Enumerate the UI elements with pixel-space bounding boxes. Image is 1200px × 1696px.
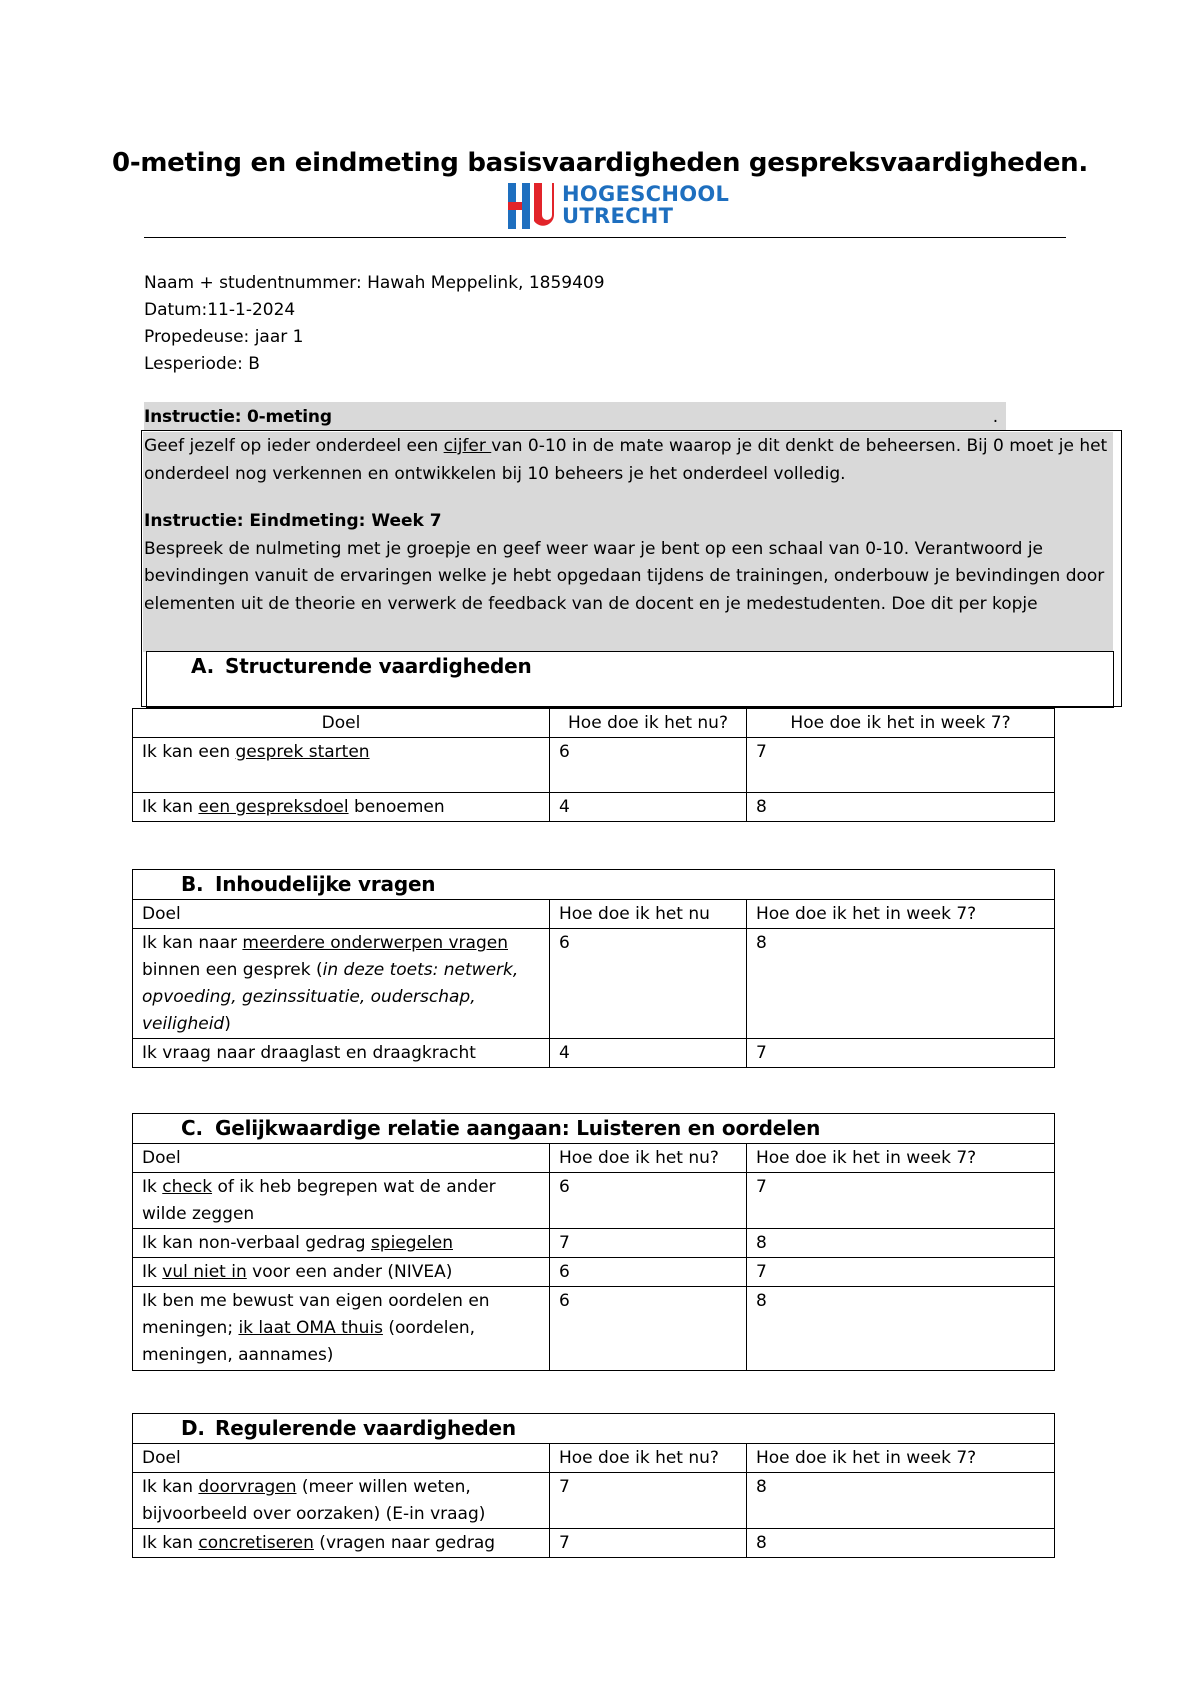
goal-cell: Ik vraag naar draaglast en draagkracht <box>133 1039 550 1068</box>
header-doel: Doel <box>133 1444 550 1473</box>
section-b-title: Inhoudelijke vragen <box>215 872 436 896</box>
score-week7: 8 <box>747 1473 1055 1529</box>
goal-cell: Ik kan een gespreksdoel benoemen <box>133 793 550 822</box>
section-b-table <box>132 869 1055 1068</box>
logo-line2: UTRECHT <box>562 204 674 228</box>
header-nu: Hoe doe ik het nu? <box>550 709 747 738</box>
logo-text <box>562 183 729 227</box>
lesperiode: Lesperiode: B <box>144 354 260 374</box>
score-week7: 7 <box>747 1039 1055 1068</box>
title-divider <box>144 237 1066 238</box>
section-a-letter: A. <box>191 654 215 678</box>
section-c-letter: C. <box>181 1116 203 1140</box>
goal-cell: Ik kan naar meerdere onderwerpen vragen binnen een gesprek (in deze toets: netwerk, opvoeding, gezinssituatie, ouderschap, veiligheid) <box>133 929 550 1039</box>
table-header-row <box>133 1444 1055 1473</box>
instruction-paragraph-2: Bespreek de nulmeting met je groepje en geef weer waar je bent op een schaal van 0-10. Verantwoord je bevindingen vanuit de ervaringen welke je hebt opgedaan tijdens de trainingen, onderbouw je bevindingen door elementen uit de theorie en verwerk de feedback van de docent en je medestudenten. Doe dit per kopje <box>144 538 1105 614</box>
goal-cell: Ik ben me bewust van eigen oordelen en meningen; ik laat OMA thuis (oordelen, meningen, aannames) <box>133 1287 550 1371</box>
goal-cell: Ik vul niet in voor een ander (NIVEA) <box>133 1258 550 1287</box>
table-row <box>133 1258 1055 1287</box>
table-header-row <box>133 900 1055 929</box>
section-d-table <box>132 1413 1055 1558</box>
header-nu: Hoe doe ik het nu? <box>550 1444 747 1473</box>
score-week7: 7 <box>747 1173 1055 1229</box>
goal-cell: Ik kan non-verbaal gedrag spiegelen <box>133 1229 550 1258</box>
table-row <box>133 1229 1055 1258</box>
instruction-header <box>144 402 1006 430</box>
score-week7: 7 <box>747 1258 1055 1287</box>
header-week7: Hoe doe ik het in week 7? <box>747 1444 1055 1473</box>
table-row <box>133 929 1055 1039</box>
propedeuse: Propedeuse: jaar 1 <box>144 327 304 347</box>
header-week7: Hoe doe ik het in week 7? <box>747 900 1055 929</box>
instruction-paragraph-1: Geef jezelf op ieder onderdeel een cijfer van 0-10 in de mate waarop je dit denkt de beheersen. Bij 0 moet je het onderdeel nog verkennen en ontwikkelen bij 10 beheers je het onderdeel volledig. <box>144 436 1108 484</box>
header-nu: Hoe doe ik het nu <box>550 900 747 929</box>
document-title: 0-meting en eindmeting basisvaardigheden gespreksvaardigheden. <box>112 148 1088 178</box>
instruction-eindmeting-title: Instructie: Eindmeting: Week 7 <box>144 511 442 531</box>
score-now: 6 <box>550 1173 747 1229</box>
header-doel: Doel <box>133 709 550 738</box>
table-row <box>133 1287 1055 1371</box>
section-d-title: Regulerende vaardigheden <box>215 1416 516 1440</box>
score-now: 6 <box>550 1287 747 1371</box>
table-row <box>133 1039 1055 1068</box>
table-row <box>133 1173 1055 1229</box>
score-week7: 8 <box>747 793 1055 822</box>
score-now: 4 <box>550 1039 747 1068</box>
goal-cell: Ik check of ik heb begrepen wat de ander wilde zeggen <box>133 1173 550 1229</box>
section-d-header <box>133 1414 1055 1444</box>
student-info <box>144 270 605 378</box>
section-c-title: Gelijkwaardige relatie aangaan: Luisteren en oordelen <box>215 1116 821 1140</box>
goal-cell: Ik kan doorvragen (meer willen weten, bijvoorbeeld over oorzaken) (E-in vraag) <box>133 1473 550 1529</box>
date: Datum:11-1-2024 <box>144 300 296 320</box>
section-c-header <box>133 1114 1055 1144</box>
header-doel: Doel <box>133 900 550 929</box>
header-nu: Hoe doe ik het nu? <box>550 1144 747 1173</box>
score-now: 7 <box>550 1473 747 1529</box>
student-name: Naam + studentnummer: Hawah Meppelink, 1859409 <box>144 273 605 293</box>
score-now: 4 <box>550 793 747 822</box>
score-now: 7 <box>550 1229 747 1258</box>
logo-line1: HOGESCHOOL <box>562 182 730 206</box>
score-week7: 8 <box>747 1529 1055 1558</box>
goal-cell: Ik kan een gesprek starten <box>133 738 550 793</box>
section-c-table <box>132 1113 1055 1371</box>
hu-logo-mark-icon <box>508 183 554 229</box>
table-header-row <box>133 709 1055 738</box>
header-doel: Doel <box>133 1144 550 1173</box>
score-week7: 8 <box>747 1229 1055 1258</box>
instruction-text <box>144 433 1112 618</box>
section-a-header <box>146 651 1114 708</box>
score-now: 6 <box>550 1258 747 1287</box>
header-week7: Hoe doe ik het in week 7? <box>747 709 1055 738</box>
table-row <box>133 1473 1055 1529</box>
score-week7: 8 <box>747 929 1055 1039</box>
table-row <box>133 793 1055 822</box>
score-week7: 8 <box>747 1287 1055 1371</box>
section-a-title: Structurende vaardigheden <box>225 654 532 678</box>
score-week7: 7 <box>747 738 1055 793</box>
score-now: 6 <box>550 929 747 1039</box>
goal-cell: Ik kan concretiseren (vragen naar gedrag <box>133 1529 550 1558</box>
table-row <box>133 1529 1055 1558</box>
section-b-header <box>133 870 1055 900</box>
header-week7: Hoe doe ik het in week 7? <box>747 1144 1055 1173</box>
score-now: 7 <box>550 1529 747 1558</box>
table-row <box>133 738 1055 793</box>
instruction-title: Instructie: 0-meting <box>144 407 332 427</box>
section-d-letter: D. <box>181 1416 205 1440</box>
section-a-table <box>132 708 1055 822</box>
table-header-row <box>133 1144 1055 1173</box>
section-b-letter: B. <box>181 872 204 896</box>
score-now: 6 <box>550 738 747 793</box>
instruction-dot: . <box>992 407 998 427</box>
